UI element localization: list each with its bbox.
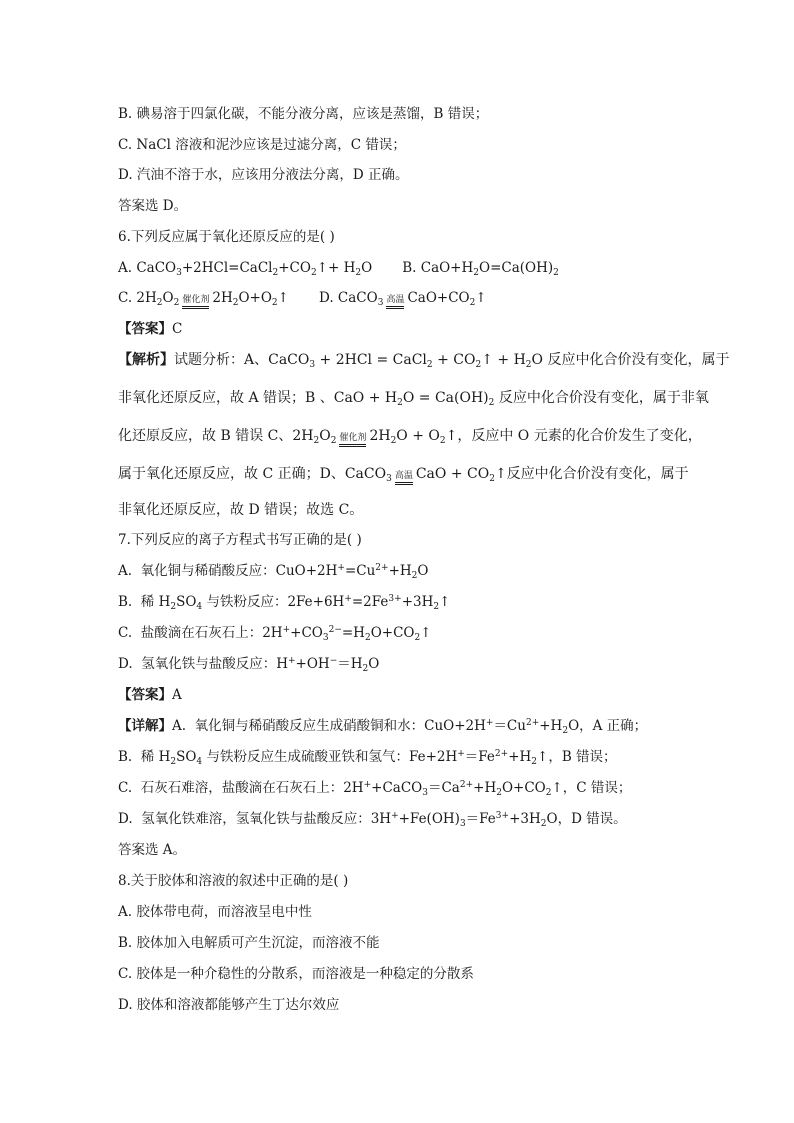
question-8-option-d: D. 胶体和溶液都能够产生丁达尔效应 <box>118 997 340 1013</box>
question-7-option-b: B. 稀 $H_2SO_4$ 与铁粉反应：$2Fe+6H^+=2Fe^{3+}+3H_2↑$ <box>118 594 451 612</box>
question-7-detail-d: D. 氢氧化铁难溶，氢氧化铁与盐酸反应：$3H^++Fe(OH)_3=Fe^{3+}+3H_2O$，D 错误。 <box>118 811 627 829</box>
question-6-options-cd: C. $2H_2O_2$ 催化剂 $2H_2O+O_2↑$ D. CaCO$_3$ 高温 $CaO+CO_2↑$ <box>118 290 487 308</box>
question-7: 7.下列反应的离子方程式书写正确的是( ) <box>118 532 362 548</box>
question-6-options-ab: A. $CaCO_3+2HCl=CaCl_2+CO_2↑+ H_2O$ B. $CaO+H_2O=Ca(OH)_2$ <box>118 260 559 278</box>
question-7-detail-a: 【详解】A. 氧化铜与稀硝酸反应生成硝酸铜和水：$CuO+2H^+=Cu^{2+}+H_2O$，A 正确； <box>118 718 648 736</box>
answer-line-b: B. 碘易溶于四氯化碳，不能分液分离，应该是蒸馏，B 错误； <box>118 106 489 122</box>
catalyst-condition: 催化剂 <box>180 296 211 309</box>
answer-line-c: C. NaCl 溶液和泥沙应该是过滤分离，C 错误； <box>118 137 406 153</box>
question-7-answer: 【答案】A <box>118 687 182 703</box>
question-7-final: 答案选 A。 <box>118 842 187 858</box>
question-6-explanation-2: 非氧化还原反应，故 A 错误；B 、CaO + $H_2O = Ca(OH)_2$ 反应中化合价没有变化，属于非氧 <box>118 390 709 408</box>
question-7-option-d: D. 氢氧化铁与盐酸反应：$H^++OH^-=H_2O$ <box>118 656 380 674</box>
question-8-option-a: A. 胶体带电荷，而溶液呈电中性 <box>118 904 312 920</box>
question-6-explanation-4: 属于氧化还原反应，故 C 正确；D、CaCO$_3$ 高温 CaO + $CO_2↑$反应中化合价没有变化，属于 <box>118 466 689 484</box>
question-8-option-c: C. 胶体是一种介稳性的分散系，而溶液是一种稳定的分散系 <box>118 966 474 982</box>
question-6-explanation-3: 化还原反应，故 B 错误 C、$2H_2O_2$ 催化剂 $2H_2O$ + $O_2↑$，反应中 O 元素的化合价发生了变化， <box>118 428 702 446</box>
question-6-answer: 【答案】C <box>118 321 183 337</box>
question-6-explanation-1: 【解析】试题分析：A、CaCO$_3$ + 2HCl = CaCl$_2$ + $CO_2↑ + H_2O$ 反应中化合价没有变化，属于 <box>118 352 730 370</box>
question-6-explanation-5: 非氧化还原反应，故 D 错误；故选 C。 <box>118 502 364 518</box>
question-7-detail-c: C. 石灰石难溶，盐酸滴在石灰石上：$2H^++CaCO_3=Ca^{2+}+H_2O+CO_2↑$，C 错误； <box>118 780 632 798</box>
question-8: 8.关于胶体和溶液的叙述中正确的是( ) <box>118 873 349 889</box>
question-6: 6.下列反应属于氧化还原反应的是( ) <box>118 229 335 245</box>
explanation-high-temp-condition: 高温 <box>393 472 415 485</box>
question-7-detail-b: B. 稀 $H_2SO_4$ 与铁粉反应生成硫酸亚铁和氢气：$Fe+2H^+=Fe^{2+}+H_2↑$，B 错误； <box>118 749 617 767</box>
explanation-catalyst-condition: 催化剂 <box>337 434 368 447</box>
question-7-option-c: C. 盐酸滴在石灰石上：$2H^++CO_3^{2-}=H_2O+CO_2↑$ <box>118 625 432 643</box>
question-8-option-b: B. 胶体加入电解质可产生沉淀，而溶液不能 <box>118 935 380 951</box>
high-temp-condition: 高温 <box>384 296 406 309</box>
question-7-option-a: A. 氧化铜与稀硝酸反应：$CuO+2H^+=Cu^{2+}+H_2O$ <box>118 563 429 581</box>
answer-choice-5: 答案选 D。 <box>118 198 188 214</box>
answer-line-d: D. 汽油不溶于水，应该用分液法分离，D 正确。 <box>118 167 409 183</box>
